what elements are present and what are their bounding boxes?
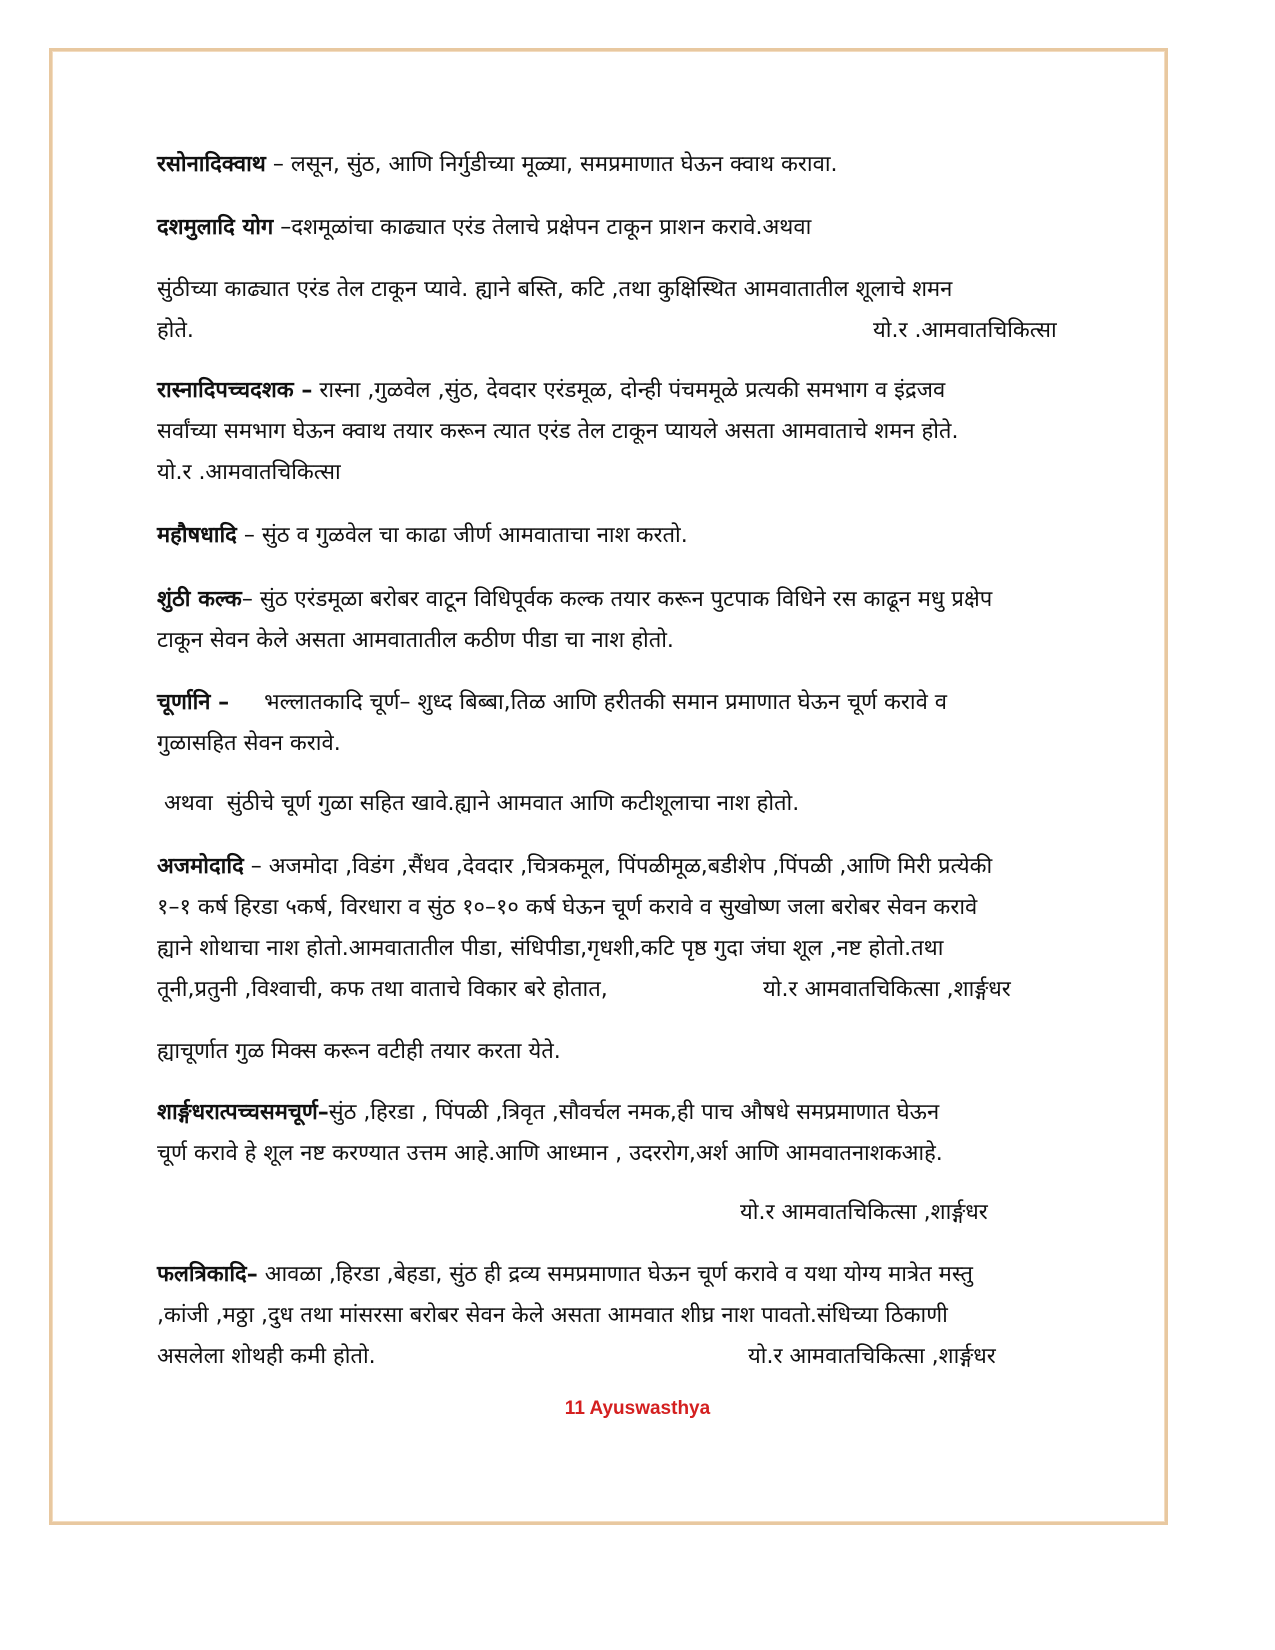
entry-line xyxy=(157,1342,376,1372)
entry-line xyxy=(157,1301,948,1331)
reference: यो.र आमवातचिकित्सा ,शार्ङ्गधर xyxy=(763,977,1011,1002)
entry-text: सुंठीच्या काढ्यात एरंड तेल टाकून प्यावे. ह्याने बस्ति, कटि ,तथा कुक्षिस्थित आमवातातील शूलाचे शमन xyxy=(157,277,953,302)
entry-text: गुळासहित सेवन करावे. xyxy=(157,731,341,756)
entry-text: – सुंठ एरंडमूळा बरोबर वाटून विधिपूर्वक कल्क तयार करून पुटपाक विधिने रस काढून मधु प्रक्षेप xyxy=(241,587,993,612)
entry-text: टाकून सेवन केले असता आमवातातील कठीण पीडा चा नाश होतो. xyxy=(157,628,674,653)
page-footer: 11 Ayuswasthya xyxy=(564,1398,711,1419)
entry-text: ,कांजी ,मठ्ठा ,दुध तथा मांसरसा बरोबर सेवन केले असता आमवात शीघ्र नाश पावतो.संधिच्या ठिकाणी xyxy=(157,1303,948,1328)
entry-text: अथवा सुंठीचे चूर्ण गुळा सहित खावे.ह्याने आमवात आणि कटीशूलाचा नाश होतो. xyxy=(157,791,800,816)
entry-heading: शार्ङ्गधरात्पच्चसमचूर्ण– xyxy=(157,1100,329,1125)
entry-text: – लसून, सुंठ, आणि निर्गुडीच्या मूळ्या, समप्रमाणात घेऊन क्वाथ करावा. xyxy=(265,152,838,177)
entry-text: सुंठ ,हिरडा , पिंपळी ,त्रिवृत ,सौवर्चल नमक,ही पाच औषधे समप्रमाणात घेऊन xyxy=(328,1100,940,1125)
entry-heading: रसोनादिक्वाथ xyxy=(157,152,266,177)
entry-text: ह्याने शोथाचा नाश होतो.आमवातातील पीडा, संधिपीडा,गृधशी,कटि पृष्ठ गुदा जंघा शूल ,नष्ट होतो.तथा xyxy=(157,936,944,961)
entry-line xyxy=(157,376,945,406)
entry-line xyxy=(157,729,341,759)
reference: यो.र आमवातचिकित्सा ,शार्ङ्गधर xyxy=(740,1200,988,1225)
entry-text: सर्वांच्या समभाग घेऊन क्वाथ तयार करून त्यात एरंड तेल टाकून प्यायले असता आमवाताचे शमन होते. xyxy=(157,419,959,444)
entry-line xyxy=(157,213,811,243)
entry-line xyxy=(157,934,943,964)
entry-text: १–१ कर्ष हिरडा ५कर्ष, विरधारा व सुंठ १०–१० कर्ष घेऊन चूर्ण करावे व सुखोष्ण जला बरोबर सेवन करावे xyxy=(157,895,978,920)
entry-text: चूर्ण करावे हे शूल नष्ट करण्यात उत्तम आहे.आणि आध्मान , उदररोग,अर्श आणि आमवातनाशकआहे. xyxy=(157,1141,943,1166)
entry-line xyxy=(157,688,947,718)
entry-heading: फलत्रिकादि– xyxy=(157,1262,258,1287)
entry-line xyxy=(157,417,958,447)
entry-line xyxy=(157,458,341,488)
entry-line xyxy=(157,975,608,1005)
entry-line xyxy=(157,852,992,882)
entry-text: – सुंठ व गुळवेल चा काढा जीर्ण आमवाताचा नाश करतो. xyxy=(236,523,688,548)
entry-text: भल्लातकादि चूर्ण– शुध्द बिब्बा,तिळ आणि हरीतकी समान प्रमाणात घेऊन चूर्ण करावे व xyxy=(229,690,948,715)
entry-line xyxy=(157,316,194,346)
entry-heading: अजमोदादि xyxy=(157,854,244,879)
entry-line xyxy=(157,1098,939,1128)
entry-text: यो.र .आमवातचिकित्सा xyxy=(157,460,341,485)
reference: यो.र .आमवातचिकित्सा xyxy=(873,318,1057,343)
entry-line xyxy=(157,585,992,615)
entry-line xyxy=(157,521,688,551)
entry-text: रास्ना ,गुळवेल ,सुंठ, देवदार एरंडमूळ, दोन्ही पंचममूळे प्रत्यकी समभाग व इंद्रजव xyxy=(312,378,946,403)
entry-text: होते. xyxy=(157,318,194,343)
entry-text: –दशमूळांचा काढ्यात एरंड तेलाचे प्रक्षेपन टाकून प्राशन करावे.अथवा xyxy=(273,215,812,240)
entry-heading: रास्नादिपच्चदशक – xyxy=(157,378,313,403)
entry-line xyxy=(157,1260,973,1290)
entry-line xyxy=(157,626,674,656)
entry-line xyxy=(157,1139,943,1169)
entry-text: असलेला शोथही कमी होतो. xyxy=(157,1344,376,1369)
entry-text: ह्याचूर्णात गुळ मिक्स करून वटीही तयार करता येते. xyxy=(157,1039,561,1064)
entry-line xyxy=(157,275,952,305)
entry-text: आवळा ,हिरडा ,बेहडा, सुंठ ही द्रव्य समप्रमाणात घेऊन चूर्ण करावे व यथा योग्य मात्रेत मस्तु xyxy=(257,1262,973,1287)
entry-text: – अजमोदा ,विडंग ,सैंधव ,देवदार ,चित्रकमूल, पिंपळीमूळ,बडीशेप ,पिंपळी ,आणि मिरी प्रत्येकी xyxy=(243,854,993,879)
reference: यो.र आमवातचिकित्सा ,शार्ङ्गधर xyxy=(748,1344,996,1369)
entry-line xyxy=(157,1037,561,1067)
entry-heading: शुंठी कल्क xyxy=(157,587,242,612)
entry-heading: दशमुलादि योग xyxy=(157,215,274,240)
entry-text: तूनी,प्रतुनी ,विश्वाची, कफ तथा वाताचे विकार बरे होतात, xyxy=(157,977,608,1002)
entry-line xyxy=(157,150,838,180)
entry-heading: चूर्णानि – xyxy=(157,690,230,715)
entry-line xyxy=(157,789,799,819)
entry-heading: महौषधादि xyxy=(157,523,237,548)
entry-line xyxy=(157,893,977,923)
